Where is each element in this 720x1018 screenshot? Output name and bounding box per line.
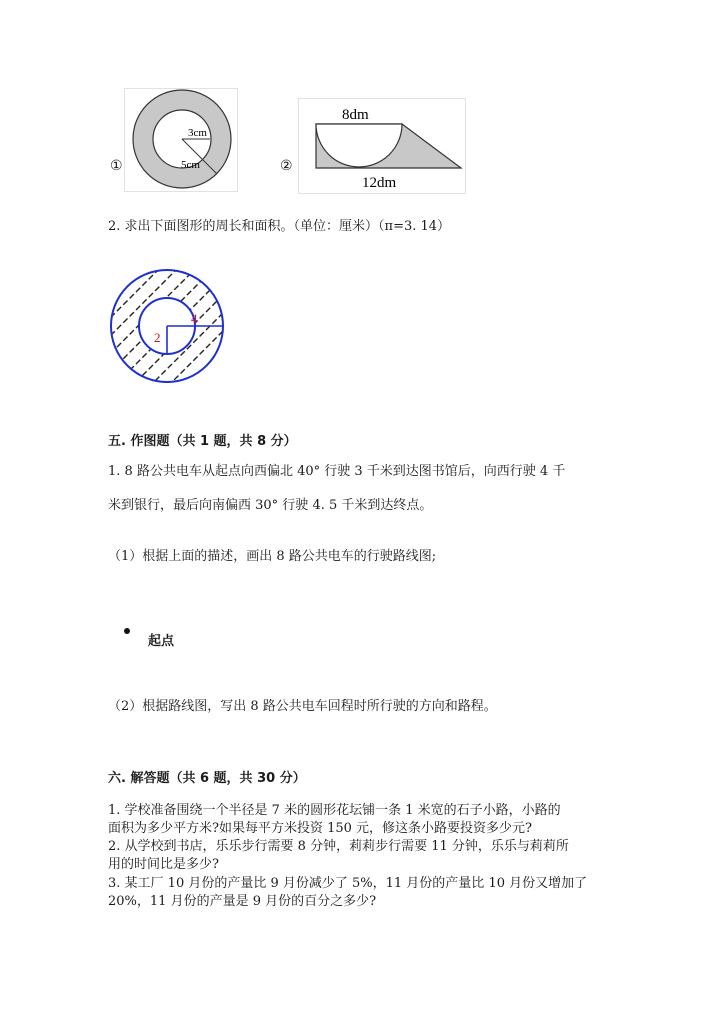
section-5-part-2: （2）根据路线图，写出 8 路公共电车回程时所行驶的方向和路程。: [108, 699, 497, 714]
section-6-line: 1. 学校准备围绕一个半径是 7 米的圆形花坛铺一条 1 米宽的石子小路，小路的: [108, 803, 561, 818]
section-6-line: 2. 从学校到书店，乐乐步行需要 8 分钟，莉莉步行需要 11 分钟，乐乐与莉莉所: [108, 839, 569, 854]
trapezoid-figure: [298, 98, 466, 194]
section-6-line: 20%，11 月份的产量是 9 月份的百分之多少?: [108, 894, 377, 909]
start-point-label: 起点: [148, 634, 175, 649]
start-point-dot: [124, 628, 130, 634]
section-6-line: 面积为多少平方米?如果每平方米投资 150 元，修这条小路要投资多少元?: [108, 821, 533, 836]
figure-2-marker: ②: [280, 158, 293, 174]
section-5-heading: 五. 作图题（共 1 题，共 8 分）: [108, 434, 297, 449]
section-5-part-1: （1）根据上面的描述，画出 8 路公共电车的行驶路线图;: [108, 549, 437, 564]
bottom-width-label: 12dm: [362, 175, 397, 191]
inner-radius-label: 3cm: [188, 127, 207, 139]
section-5-q1-line-2: 米到银行，最后向南偏西 30° 行驶 4. 5 千米到达终点。: [108, 498, 433, 513]
section-6-line: 3. 某工厂 10 月份的产量比 9 月份减少了 5%，11 月份的产量比 10 月份又增加了: [108, 876, 588, 891]
top-width-label: 8dm: [342, 107, 369, 123]
figure-1-marker: ①: [110, 158, 123, 174]
concentric-circles-figure: [106, 268, 228, 388]
question-2-text: 2. 求出下面图形的周长和面积。（单位：厘米）（π=3. 14）: [108, 219, 451, 234]
outer-radius-label: 4: [191, 311, 198, 326]
section-6-heading: 六. 解答题（共 6 题，共 30 分）: [108, 771, 306, 786]
section-6-line: 用的时间比是多少?: [108, 857, 219, 872]
ring-figure: [124, 88, 238, 192]
outer-radius-label: 5cm: [181, 159, 200, 171]
section-5-q1-line-1: 1. 8 路公共电车从起点向西偏北 40° 行驶 3 千米到达图书馆后，向西行驶 4 千: [108, 464, 566, 479]
inner-radius-label: 2: [154, 330, 161, 345]
